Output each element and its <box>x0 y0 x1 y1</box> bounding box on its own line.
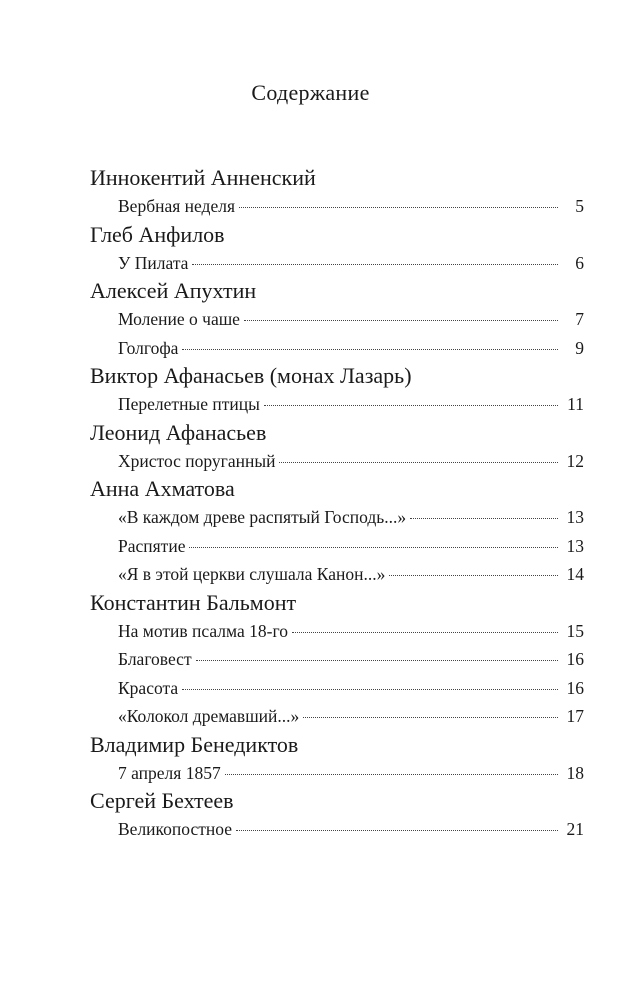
toc-entry[interactable] <box>118 560 584 589</box>
toc-entry-title: 7 апреля 1857 <box>118 762 221 783</box>
toc-entry[interactable] <box>118 532 584 561</box>
toc-entry-title: «Колокол дремавший...» <box>118 706 300 726</box>
toc-page-number: 11 <box>567 394 584 414</box>
toc-page-number: 13 <box>566 507 584 527</box>
dot-leader <box>182 348 558 350</box>
dot-leader <box>292 631 558 633</box>
toc-entry[interactable] <box>118 249 584 278</box>
dot-leader <box>196 659 558 661</box>
toc-author: Иннокентий Анненский <box>90 165 316 190</box>
dot-leader <box>239 206 558 208</box>
toc-entry-title: Распятие <box>118 535 186 556</box>
toc-entry-title: Благовест <box>118 649 192 669</box>
toc-entry[interactable] <box>118 815 584 844</box>
toc-entry-title: Перелетные птицы <box>118 394 260 414</box>
toc-entry[interactable] <box>118 617 584 646</box>
toc-page-number: 17 <box>566 706 584 726</box>
toc-entry[interactable] <box>118 305 584 334</box>
toc-author: Анна Ахматова <box>90 476 235 501</box>
toc-entry[interactable] <box>118 702 584 731</box>
toc-entry-title: Христос поруганный <box>118 450 276 471</box>
dot-leader <box>225 773 558 775</box>
dot-leader <box>182 688 558 690</box>
toc-entry[interactable] <box>118 759 584 788</box>
toc-page-number: 16 <box>566 677 584 698</box>
toc-entry-title: Моление о чаше <box>118 309 240 329</box>
toc-entry[interactable] <box>118 192 584 221</box>
toc-entry-title: «Я в этой церкви слушала Канон...» <box>118 564 386 584</box>
toc-entry[interactable] <box>118 503 584 532</box>
dot-leader <box>303 716 558 718</box>
toc-entry-title: Вербная неделя <box>118 196 236 216</box>
toc-author: Константин Бальмонт <box>90 589 297 615</box>
toc-entry-title: Голгофа <box>118 337 179 358</box>
toc-entry[interactable] <box>118 334 584 363</box>
toc-author: Леонид Афанасьев <box>90 419 267 445</box>
toc-entry-title: У Пилата <box>118 252 189 273</box>
toc-author: Сергей Бехтеев <box>90 788 234 813</box>
toc-page-number: 21 <box>566 819 584 839</box>
toc-page-number: 15 <box>566 620 584 641</box>
toc-page-number: 12 <box>566 450 584 471</box>
toc-page-number: 14 <box>566 564 584 584</box>
toc-entry-title: «В каждом древе распятый Господь...» <box>118 507 407 527</box>
toc-author: Алексей Апухтин <box>90 278 257 303</box>
dot-leader <box>244 319 558 321</box>
toc-entry-title: Великопостное <box>118 819 232 839</box>
toc-page-number: 18 <box>566 762 584 783</box>
toc-page-number: 6 <box>575 252 584 273</box>
dot-leader <box>189 546 558 548</box>
toc-page-number: 9 <box>575 337 584 358</box>
dot-leader <box>279 461 558 463</box>
toc-entry[interactable] <box>118 447 584 476</box>
toc-author: Виктор Афанасьев (монах Лазарь) <box>90 363 412 388</box>
toc-author: Владимир Бенедиктов <box>90 731 299 757</box>
toc-page-number: 7 <box>575 309 584 329</box>
toc-entry[interactable] <box>118 390 584 419</box>
toc-entry-title: Красота <box>118 677 179 698</box>
toc-page-number: 5 <box>575 196 584 216</box>
table-of-contents <box>90 164 584 844</box>
dot-leader <box>264 404 558 406</box>
toc-page-number: 13 <box>566 535 584 556</box>
dot-leader <box>192 263 558 265</box>
dot-leader <box>410 517 558 519</box>
toc-entry[interactable] <box>118 674 584 703</box>
dot-leader <box>389 574 558 576</box>
toc-entry-title: На мотив псалма 18-го <box>118 620 288 641</box>
toc-entry[interactable] <box>118 645 584 674</box>
toc-page-number: 16 <box>566 649 584 669</box>
dot-leader <box>236 829 558 831</box>
page-title: Содержание <box>251 80 370 105</box>
toc-author: Глеб Анфилов <box>90 221 225 247</box>
